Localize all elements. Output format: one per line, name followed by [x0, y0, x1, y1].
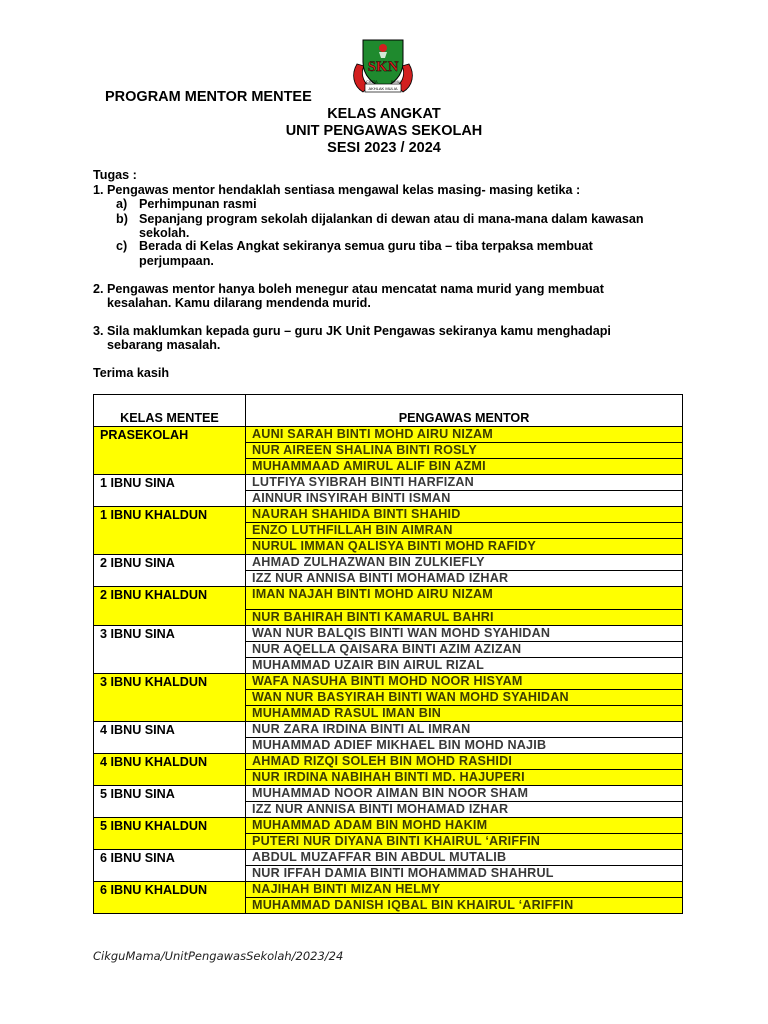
closing-text: Terima kasih: [93, 366, 170, 380]
table-row: [94, 674, 683, 690]
tugas-item-2-line-2: kesalahan. Kamu dilarang mendenda murid.: [107, 296, 371, 310]
pengawas-mentor-cell: WAN NUR BALQIS BINTI WAN MOHD SYAHIDAN: [246, 626, 683, 642]
title-line-1: KELAS ANGKAT: [327, 106, 441, 122]
kelas-mentee-cell: PRASEKOLAH: [94, 427, 246, 475]
pengawas-mentor-cell: PUTERI NUR DIYANA BINTI KHAIRUL ‘ARIFFIN: [246, 834, 683, 850]
table-row: [94, 882, 683, 898]
table-row: [94, 754, 683, 770]
svg-text:CINTA: CINTA: [366, 79, 378, 84]
pengawas-mentor-cell: MUHAMMAD NOOR AIMAN BIN NOOR SHAM: [246, 786, 683, 802]
table-row: [94, 818, 683, 834]
pengawas-mentor-cell: LUTFIYA SYIBRAH BINTI HARFIZAN: [246, 475, 683, 491]
pengawas-mentor-cell: MUHAMMAD ADAM BIN MOHD HAKIM: [246, 818, 683, 834]
table-row: [94, 786, 683, 802]
pengawas-mentor-cell: AINNUR INSYIRAH BINTI ISMAN: [246, 491, 683, 507]
pengawas-mentor-cell: MUHAMMAD DANISH IQBAL BIN KHAIRUL ‘ARIFFIN: [246, 898, 683, 914]
kelas-mentee-cell: 4 IBNU SINA: [94, 722, 246, 754]
pengawas-mentor-cell: AUNI SARAH BINTI MOHD AIRU NIZAM: [246, 427, 683, 443]
pengawas-mentor-cell: NAURAH SHAHIDA BINTI SHAHID: [246, 507, 683, 523]
pengawas-mentor-cell: NUR IRDINA NABIHAH BINTI MD. HAJUPERI: [246, 770, 683, 786]
title-line-3: SESI 2023 / 2024: [327, 140, 441, 156]
kelas-mentee-cell: 2 IBNU KHALDUN: [94, 587, 246, 626]
table-row: [94, 626, 683, 642]
mentor-table: [93, 394, 683, 914]
sub-text-b-2: sekolah.: [139, 226, 190, 240]
title-line-2: UNIT PENGAWAS SEKOLAH: [285, 123, 483, 139]
pengawas-mentor-cell: IZZ NUR ANNISA BINTI MOHAMAD IZHAR: [246, 571, 683, 587]
tugas-item-3-line-1: 3. Sila maklumkan kepada guru – guru JK Unit Pengawas sekiranya kamu menghadapi: [93, 324, 611, 338]
sub-letter-c: c): [116, 239, 128, 253]
pengawas-mentor-cell: IZZ NUR ANNISA BINTI MOHAMAD IZHAR: [246, 802, 683, 818]
pengawas-mentor-cell: MUHAMMAD RASUL IMAN BIN: [246, 706, 683, 722]
table-header-row: [94, 395, 683, 427]
header-kelas-mentee: KELAS MENTEE: [94, 395, 246, 427]
kelas-mentee-cell: 1 IBNU KHALDUN: [94, 507, 246, 555]
pengawas-mentor-cell: ENZO LUTHFILLAH BIN AIMRAN: [246, 523, 683, 539]
pengawas-mentor-cell: ABDUL MUZAFFAR BIN ABDUL MUTALIB: [246, 850, 683, 866]
pengawas-mentor-cell: NAJIHAH BINTI MIZAN HELMY: [246, 882, 683, 898]
pengawas-mentor-cell: AHMAD ZULHAZWAN BIN ZULKIEFLY: [246, 555, 683, 571]
kelas-mentee-cell: 3 IBNU SINA: [94, 626, 246, 674]
sub-text-b-1: Sepanjang program sekolah dijalankan di dewan atau di mana-mana dalam kawasan: [139, 212, 644, 226]
table-row: [94, 587, 683, 610]
pengawas-mentor-cell: MUHAMMAD ADIEF MIKHAEL BIN MOHD NAJIB: [246, 738, 683, 754]
kelas-mentee-cell: 5 IBNU KHALDUN: [94, 818, 246, 850]
pengawas-mentor-cell: WAFA NASUHA BINTI MOHD NOOR HISYAM: [246, 674, 683, 690]
school-logo: [349, 34, 417, 96]
pengawas-mentor-cell: NUR AIREEN SHALINA BINTI ROSLY: [246, 443, 683, 459]
kelas-mentee-cell: 3 IBNU KHALDUN: [94, 674, 246, 722]
pengawas-mentor-cell: NURUL IMMAN QALISYA BINTI MOHD RAFIDY: [246, 539, 683, 555]
kelas-mentee-cell: 1 IBNU SINA: [94, 475, 246, 507]
table-row: [94, 555, 683, 571]
svg-text:AKHLAK MULIA: AKHLAK MULIA: [368, 86, 398, 91]
tugas-item-1: 1. Pengawas mentor hendaklah sentiasa mengawal kelas masing- masing ketika :: [93, 183, 581, 197]
pengawas-mentor-cell: AHMAD RIZQI SOLEH BIN MOHD RASHIDI: [246, 754, 683, 770]
sub-letter-a: a): [116, 197, 128, 211]
pengawas-mentor-cell: NUR BAHIRAH BINTI KAMARUL BAHRI: [246, 610, 683, 626]
sub-letter-b: b): [116, 212, 128, 226]
header-pengawas-mentor: PENGAWAS MENTOR: [246, 395, 683, 427]
table-row: [94, 850, 683, 866]
kelas-mentee-cell: 4 IBNU KHALDUN: [94, 754, 246, 786]
pengawas-mentor-cell: MUHAMMAD UZAIR BIN AIRUL RIZAL: [246, 658, 683, 674]
sub-text-c-1: Berada di Kelas Angkat sekiranya semua guru tiba – tiba terpaksa membuat: [139, 239, 593, 253]
svg-text:ILMU: ILMU: [391, 79, 401, 84]
table-row: [94, 427, 683, 443]
pengawas-mentor-cell: MUHAMMAAD AMIRUL ALIF BIN AZMI: [246, 459, 683, 475]
pengawas-mentor-cell: NUR AQELLA QAISARA BINTI AZIM AZIZAN: [246, 642, 683, 658]
pengawas-mentor-cell: WAN NUR BASYIRAH BINTI WAN MOHD SYAHIDAN: [246, 690, 683, 706]
program-title: PROGRAM MENTOR MENTEE: [105, 89, 312, 105]
table-row: [94, 507, 683, 523]
pengawas-mentor-cell: IMAN NAJAH BINTI MOHD AIRU NIZAM: [246, 587, 683, 610]
pengawas-mentor-cell: NUR IFFAH DAMIA BINTI MOHAMMAD SHAHRUL: [246, 866, 683, 882]
table-row: [94, 722, 683, 738]
tugas-item-3-line-2: sebarang masalah.: [107, 338, 221, 352]
kelas-mentee-cell: 2 IBNU SINA: [94, 555, 246, 587]
tugas-heading: Tugas :: [93, 168, 137, 182]
kelas-mentee-cell: 6 IBNU SINA: [94, 850, 246, 882]
kelas-mentee-cell: 5 IBNU SINA: [94, 786, 246, 818]
pengawas-mentor-cell: NUR ZARA IRDINA BINTI AL IMRAN: [246, 722, 683, 738]
table-row: [94, 475, 683, 491]
sub-text-c-2: perjumpaan.: [139, 254, 214, 268]
footer-reference: CikguMama/UnitPengawasSekolah/2023/24: [93, 949, 344, 963]
sub-text-a: Perhimpunan rasmi: [139, 197, 257, 211]
svg-text:SKN: SKN: [367, 59, 399, 75]
kelas-mentee-cell: 6 IBNU KHALDUN: [94, 882, 246, 914]
tugas-item-2-line-1: 2. Pengawas mentor hanya boleh menegur atau mencatat nama murid yang membuat: [93, 282, 604, 296]
